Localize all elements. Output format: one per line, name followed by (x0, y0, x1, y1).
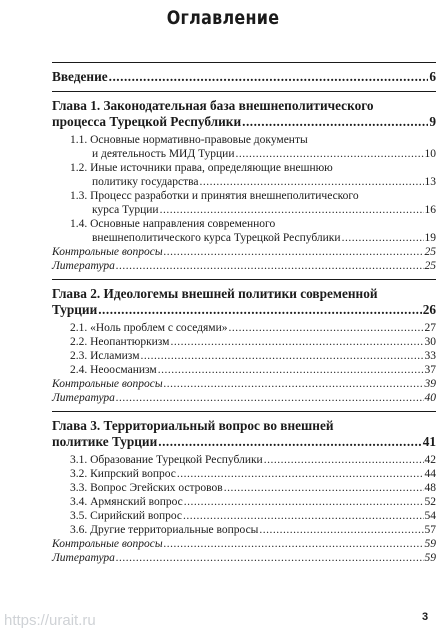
toc-subentry-line: и деятельность МИД Турции (92, 148, 235, 160)
watermark-url: https://urait.ru (4, 612, 96, 629)
dot-leader (158, 363, 424, 377)
dot-leader (200, 175, 424, 189)
dot-leader (116, 551, 424, 565)
toc-subentry[interactable] (70, 467, 436, 481)
toc-entry-page: 42 (424, 454, 436, 466)
dot-leader (177, 467, 424, 481)
dot-leader (264, 453, 424, 467)
toc-entry-page: 26 (422, 302, 436, 317)
toc-subentry[interactable] (70, 335, 436, 349)
toc-entry-page: 6 (429, 69, 436, 84)
toc-subentry-line: 2.4. Неоосманизм (70, 364, 157, 376)
toc-entry-review-questions[interactable] (52, 377, 436, 391)
toc-chapter-title-line: Глава 2. Идеологемы внешней политики современной (52, 286, 378, 301)
toc-subentries (52, 321, 436, 377)
toc-chapter-title-line: Глава 1. Законодательная база внешнеполитического (52, 98, 374, 113)
toc-subentries (52, 133, 436, 245)
toc-entry-page: 37 (424, 364, 436, 376)
toc-entry-review-questions[interactable] (52, 537, 436, 551)
toc-chapter-heading[interactable] (52, 418, 436, 450)
toc-subentry[interactable] (70, 133, 436, 161)
toc-subentry-line: политику государства (92, 176, 199, 188)
dot-leader (116, 259, 424, 273)
dot-leader (259, 523, 423, 537)
toc-subentry-last-line (70, 175, 436, 189)
toc-subentries (52, 453, 436, 537)
toc-subentry[interactable] (70, 217, 436, 245)
dot-leader (164, 537, 424, 551)
toc-subentry-last-line (70, 231, 436, 245)
toc-entry-page: 33 (424, 350, 436, 362)
toc-subentry[interactable] (70, 161, 436, 189)
toc-chapter-title-last-line (52, 302, 436, 318)
toc-subentry-line: 1.2. Иные источники права, определяющие внешнюю (70, 162, 333, 174)
toc-subentry-last-line (70, 203, 436, 217)
toc-section-chapter-2 (52, 280, 436, 411)
toc-subentry[interactable] (70, 453, 436, 467)
toc-subentry-line: 3.1. Образование Турецкой Республики (70, 454, 263, 466)
toc-entry-page: 19 (424, 232, 436, 244)
toc-section-chapter-1 (52, 92, 436, 279)
toc-subentry-line: 1.3. Процесс разработки и принятия внешнеполитического (70, 190, 359, 202)
toc-subentry-line: 3.4. Армянский вопрос (70, 496, 183, 508)
toc-entry-page: 52 (424, 496, 436, 508)
dot-leader (98, 302, 421, 318)
toc-entry-page: 57 (424, 524, 436, 536)
toc-subentry-line: 1.4. Основные направления современного (70, 218, 276, 230)
toc-chapter-heading[interactable] (52, 286, 436, 318)
toc-subentry[interactable] (70, 321, 436, 335)
dot-leader (116, 391, 424, 405)
toc-entry-label: Литература (52, 552, 115, 564)
toc-subentry-line: курса Турции (92, 204, 159, 216)
toc-subentry-line: 2.1. «Ноль проблем с соседями» (70, 322, 228, 334)
dot-leader (109, 69, 429, 85)
toc-subentry[interactable] (70, 349, 436, 363)
toc-chapter-title-last-line (52, 434, 436, 450)
dot-leader (242, 114, 428, 130)
toc-subentry[interactable] (70, 495, 436, 509)
toc-subentry-line: 2.3. Исламизм (70, 350, 140, 362)
toc-subentry-line: 3.2. Кипрский вопрос (70, 468, 176, 480)
dot-leader (236, 147, 424, 161)
toc-entry-page: 16 (424, 204, 436, 216)
toc-subentry-last-line (70, 147, 436, 161)
page-number: 3 (422, 611, 429, 623)
dot-leader (164, 377, 424, 391)
toc-section-chapter-3 (52, 412, 436, 571)
toc-entry-page: 10 (424, 148, 436, 160)
toc-entry-page: 25 (424, 260, 436, 272)
toc-chapter-heading[interactable] (52, 98, 436, 130)
dot-leader (164, 245, 424, 259)
toc-entry-literature[interactable] (52, 259, 436, 273)
dot-leader (160, 203, 424, 217)
toc-chapter-title-line: Глава 3. Территориальный вопрос во внешней (52, 418, 334, 433)
toc-entry-label: Контрольные вопросы (52, 538, 163, 550)
dot-leader (158, 434, 421, 450)
toc-section-intro (52, 63, 436, 91)
dot-leader (229, 321, 424, 335)
toc-subentry[interactable] (70, 481, 436, 495)
toc-entry-page: 40 (424, 392, 436, 404)
toc-entry-literature[interactable] (52, 551, 436, 565)
table-of-contents (52, 62, 436, 571)
toc-chapter-title-last-line (52, 114, 436, 130)
toc-entry-label: Литература (52, 260, 115, 272)
toc-entry-label: Литература (52, 392, 115, 404)
toc-entry-introduction[interactable] (52, 69, 436, 85)
dot-leader (342, 231, 424, 245)
toc-subentry-line: 2.2. Неопантюркизм (70, 336, 170, 348)
toc-entry-page: 25 (424, 246, 436, 258)
toc-entry-page: 41 (422, 434, 436, 449)
toc-entry-page: 27 (424, 322, 436, 334)
toc-entry-page: 44 (424, 468, 436, 480)
toc-entry-page: 9 (429, 114, 436, 129)
toc-entry-review-questions[interactable] (52, 245, 436, 259)
page-title: Оглавление (166, 7, 280, 29)
toc-subentry-line: внешнеполитического курса Турецкой Республики (92, 232, 341, 244)
toc-subentry-line: 3.3. Вопрос Эгейских островов (70, 482, 223, 494)
toc-entry-page: 54 (424, 510, 436, 522)
dot-leader (224, 481, 424, 495)
toc-entry-label: Введение (52, 69, 108, 84)
toc-subentry[interactable] (70, 189, 436, 217)
toc-subentry[interactable] (70, 523, 436, 537)
toc-entry-label: Контрольные вопросы (52, 378, 163, 390)
toc-entry-page: 30 (424, 336, 436, 348)
toc-subentry[interactable] (70, 509, 436, 523)
dot-leader (183, 509, 423, 523)
toc-entry-page: 39 (424, 378, 436, 390)
toc-subentry[interactable] (70, 363, 436, 377)
dot-leader (140, 349, 423, 363)
dot-leader (170, 335, 423, 349)
toc-entry-page: 48 (424, 482, 436, 494)
toc-entry-page: 59 (424, 538, 436, 550)
dot-leader (184, 495, 424, 509)
toc-entry-page: 13 (424, 176, 436, 188)
toc-subentry-line: 3.5. Сирийский вопрос (70, 510, 183, 522)
toc-subentry-line: 1.1. Основные нормативно-правовые документы (70, 134, 308, 146)
toc-subentry-line: 3.6. Другие территориальные вопросы (70, 524, 259, 536)
toc-entry-literature[interactable] (52, 391, 436, 405)
toc-entry-label: Контрольные вопросы (52, 246, 163, 258)
toc-chapter-title-line: процесса Турецкой Республики (52, 114, 242, 129)
toc-chapter-title-line: Турции (52, 302, 98, 317)
toc-entry-page: 59 (424, 552, 436, 564)
toc-chapter-title-line: политике Турции (52, 434, 158, 449)
